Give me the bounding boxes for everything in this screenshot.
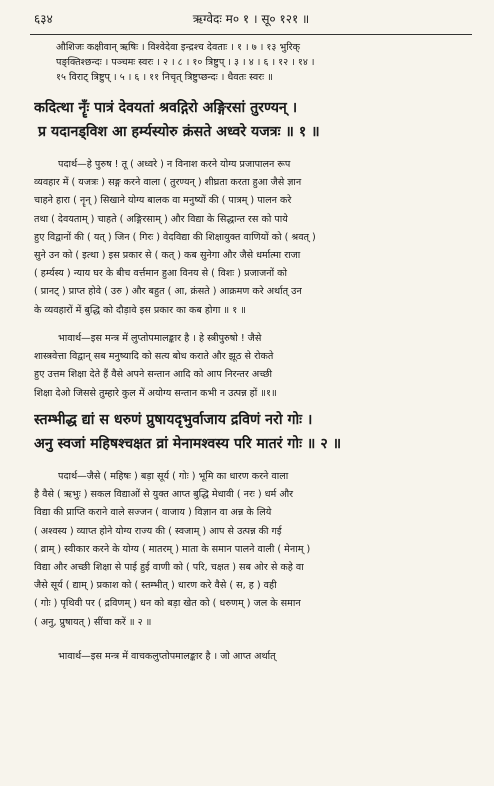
text-line: सुने उन को ( इत्था ) इस प्रकार से ( कत् ) कब सुनेगा और जैसे धर्मात्मा राजा <box>34 250 301 262</box>
text-line: पदार्थ—जैसे ( महिषः ) बड़ा सूर्य ( गोः ) भूमि का धारण करने वाला <box>58 471 289 482</box>
mantra-line: कदित्था नॄँः पात्रं देवयतां श्रवद्गिरो अङ्गिरसां तुरण्यन् । <box>34 100 298 116</box>
header-rule <box>30 34 472 35</box>
text-line: भावार्थ—इस मन्त्र में लुप्तोपमालङ्कार है । हे स्त्रीपुरुषो ! जैसे <box>58 333 262 344</box>
text-line: के व्यवहारों में बुद्धि को दौड़ावे इस प्रकार का कब होगा ॥ १ ॥ <box>34 304 247 316</box>
sukta-metadata <box>56 40 468 85</box>
padartha-1 <box>34 156 470 320</box>
text-line: ( अनु, प्रुषायत् ) सींचा करें ॥ २ ॥ <box>34 616 152 628</box>
page-number: ६३४ <box>34 12 53 26</box>
bhavartha-2 <box>34 648 470 666</box>
meta-line: पङ्क्तिश्छन्दः । पञ्चमः स्वरः । २ । ८ । १० त्रिष्टुप् । ३ । ४ । ६ । १२ । १४ । <box>56 57 315 68</box>
text-line: विद्या और अच्छी शिक्षा से पाई हुई वाणी को ( परि, चक्षत ) सब ओर से कहे वा <box>34 562 304 574</box>
text-line: ( व्राम् ) स्वीकार करने के योग्य ( मातरम् ) माता के समान पालने वाली ( मेनाम् ) <box>34 543 311 555</box>
text-line: व्यवहार में ( यजत्रः ) सङ्ग करने वाला ( तुरण्यन् ) शीघ्रता करता हुआ जैसे ज्ञान <box>34 177 302 189</box>
mantra-1 <box>34 96 470 144</box>
text-line: ( अश्वस्य ) व्याप्त होने योग्य राज्य की ( स्वजाम् ) आप से उत्पन्न की गई <box>34 525 282 537</box>
text-line: हुए विद्वानों की ( यत् ) जिन ( गिरः ) वेदविद्या की शिक्षायुक्त वाणियों को ( श्रवत् ) <box>34 231 316 243</box>
padartha-2 <box>34 468 470 632</box>
text-line: ( प्रानट् ) प्राप्त होवे ( उरु ) और बहुत ( आ, क्रंसते ) आक्रमण करे अर्थात् उन <box>34 286 302 298</box>
mantra-line: अनु स्वजां महिषश्चक्षत व्रां मेनामश्वस्य परि मातरं गोः ॥ २ ॥ <box>34 436 342 452</box>
meta-line: १५ विराट् त्रिष्टुप् । ५ । ६ । ११ निचृत् त्रिष्टुप्छन्दः । धैवतः स्वरः ॥ <box>56 72 273 83</box>
mantra-line: स्तम्भीद्ध द्यां स धरुणं प्रुषायदृभुर्वाजाय द्रविणं नरो गोः । <box>34 412 313 428</box>
mantra-2 <box>34 408 470 456</box>
text-line: शास्त्रवेत्ता विद्वान् सब मनुष्यादि को सत्य बोध कराते और झूठ से रोकते <box>34 351 274 363</box>
meta-line: औशिजः कक्षीवान् ऋषिः । विश्वेदेवा इन्द्रश्च देवताः । १ । ७ । १३ भुरिक् <box>56 42 300 53</box>
text-line: ( गोः ) पृथिवी पर ( द्रविणम् ) धन को बड़ा खेत को ( धरुणम् ) जल के समान <box>34 598 301 610</box>
text-line: जैसे सूर्य ( द्याम् ) प्रकाश को ( स्तम्भीत् ) धारण करे वैसे ( स, ह ) वही <box>34 580 277 592</box>
mantra-line: प्र यदानड्विश आ हर्म्यस्योरु क्रंसते अध्वरे यजत्रः ॥ १ ॥ <box>38 124 320 140</box>
text-line: ( हर्म्यस्य ) न्याय घर के बीच वर्त्तमान हुआ विनय से ( विशः ) प्रजाजनों को <box>34 268 287 280</box>
text-line: शिक्षा देओ जिससे तुम्हारे कुल में अयोग्य सन्तान कभी न उत्पन्न हों ॥१॥ <box>34 387 277 399</box>
text-line: चाहने हारा ( नॄन् ) सिखाने योग्य बालक वा मनुष्यों की ( पात्रम् ) पालन करे <box>34 195 292 207</box>
text-line: है वैसे ( ऋभुः ) सकल विद्याओं से युक्त आप्त बुद्धि मेधावी ( नरः ) धर्म और <box>34 489 294 501</box>
running-title: ऋग्वेदः म० १ । सू० १२१ ॥ <box>192 12 310 26</box>
bhavartha-1 <box>34 330 470 403</box>
text-line: भावार्थ—इस मन्त्र में वाचकलुप्तोपमालङ्कार है । जो आप्त अर्थात् <box>58 651 276 662</box>
text-line: हुए उत्तम शिक्षा देते हैं वैसे अपने सन्तान आदि को आप निरन्तर अच्छी <box>34 369 272 381</box>
text-line: पदार्थ—हे पुरुष ! तू ( अध्वरे ) न विनाश करने योग्य प्रजापालन रूप <box>58 159 291 170</box>
page-header <box>30 10 472 28</box>
text-line: विद्या की प्राप्ति कराने वाले सज्जन ( वाजाय ) विज्ञान वा अन्न के लिये <box>34 507 272 519</box>
text-line: तथा ( देवयताम् ) चाहते ( अङ्गिरसाम् ) और विद्या के सिद्धान्त रस को पाये <box>34 213 288 225</box>
